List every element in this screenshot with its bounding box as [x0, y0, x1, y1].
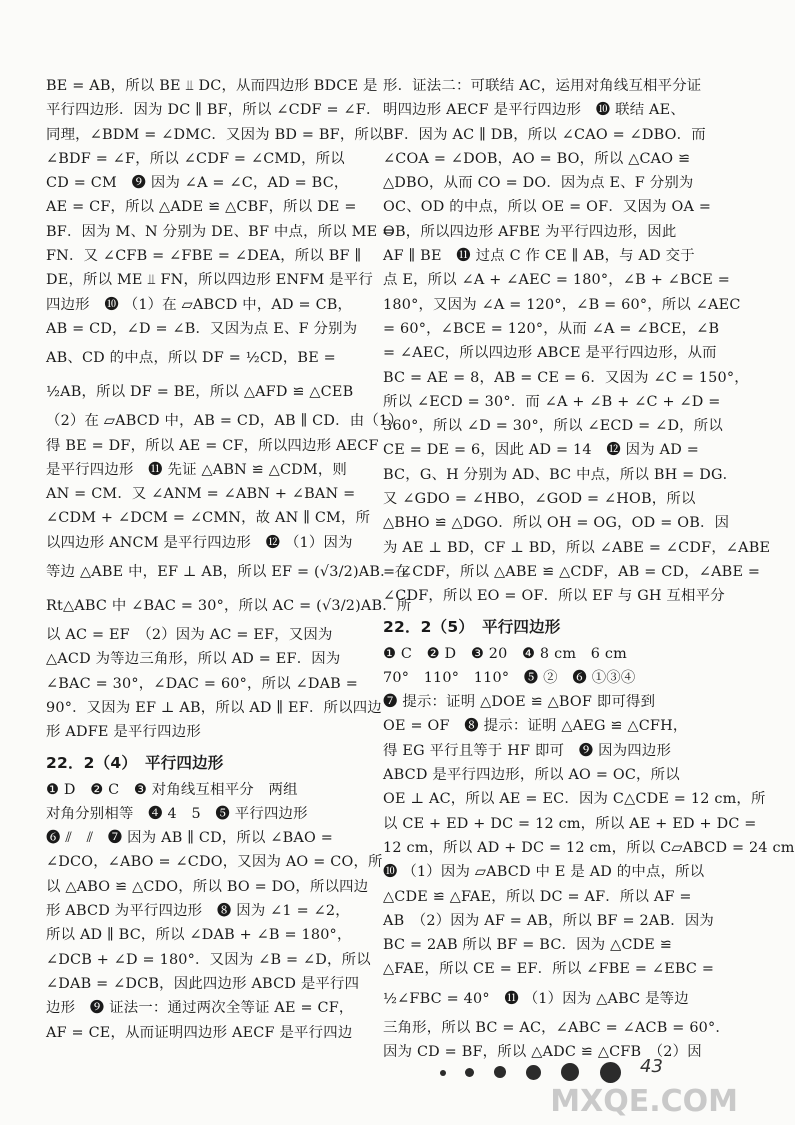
- text-line: 又 ∠GDO = ∠HBO，∠GOD = ∠HOB，所以: [383, 491, 696, 508]
- text-line: BE = AB，所以 BE ⫫ DC，从而四边形 BDCE 是: [46, 78, 378, 94]
- text-line: ∠COA = ∠DOB，AO = BO，所以 △CAO ≌: [383, 150, 691, 167]
- dot: [526, 1065, 541, 1080]
- text-line: AB = CD，∠D = ∠B．又因为点 E、F 分别为: [46, 320, 358, 337]
- text-line: = ∠CDF，所以 △ABE ≌ △CDF，AB = CD，∠ABE =: [383, 563, 761, 580]
- text-line: 形 ABCD 为平行四边形 ❽ 因为 ∠1 = ∠2，: [46, 903, 350, 920]
- text-line: 以 AC = EF （2）因为 AC = EF，又因为: [46, 627, 333, 644]
- dot: [494, 1066, 506, 1078]
- text-line: ∠CDF，所以 EO = OF．所以 EF 与 GH 互相平分: [383, 588, 725, 605]
- text-line: ABCD 是平行四边形，所以 AO = OC，所以: [383, 767, 680, 784]
- text-line: 以四边形 ANCM 是平行四边形 ⓬ （1）因为: [46, 534, 353, 551]
- text-line: 以 CE + ED + DC = 12 cm，所以 AE + ED + DC =: [383, 815, 757, 832]
- text-line: ∠DCB + ∠D = 180°．又因为 ∠B = ∠D，所以: [46, 951, 371, 968]
- text-line: 等边 △ABE 中，EF ⊥ AB，所以 EF = (√3/2)AB．在: [46, 564, 410, 581]
- text-line: 是平行四边形 ⓫ 先证 △ABN ≌ △CDM，则: [46, 461, 348, 478]
- text-line: 因为 CD = BF，所以 △ADC ≌ △CFB （2）因: [383, 1043, 702, 1060]
- text-line: 12 cm，所以 AD + DC = 12 cm，所以 C▱ABCD = 24 cm: [383, 839, 795, 856]
- text-line: 四边形 ❿ （1）在 ▱ABCD 中，AD = CB，: [46, 296, 353, 313]
- text-line: ❼ 提示：证明 △DOE ≌ △BOF 即可得到: [383, 694, 656, 711]
- text-line: ½∠FBC = 40° ⓫ （1）因为 △ABC 是等边: [383, 990, 689, 1007]
- right-column: [383, 74, 795, 1064]
- page-number: 43: [640, 1056, 663, 1077]
- text-line: ½AB，所以 DF = BE，所以 △AFD ≌ △CEB: [46, 384, 354, 401]
- text-line: △BHO ≌ △DGO．所以 OH = OG，OD = OB．因: [383, 515, 730, 532]
- text-line: OC、OD 的中点，所以 OE = OF．又因为 OA =: [383, 199, 712, 216]
- text-line: OE = OF ❽ 提示：证明 △AEG ≌ △CFH，: [383, 718, 688, 735]
- dot: [561, 1063, 579, 1081]
- text-line: CE = DE = 6，因此 AD = 14 ⓬ 因为 AD =: [383, 442, 699, 459]
- text-line: FN．又 ∠CFB = ∠FBE = ∠DEA，所以 BF ∥: [46, 248, 362, 265]
- text-line: AN = CM．又 ∠ANM = ∠ABN + ∠BAN =: [46, 486, 356, 503]
- text-line: △DBO，从而 CO = DO．因为点 E、F 分别为: [383, 175, 694, 192]
- text-line: ∠BDF = ∠F，所以 ∠CDF = ∠CMD，所以: [46, 150, 345, 167]
- text-line: 所以 AD ∥ BC，所以 ∠DAB + ∠B = 180°，: [46, 927, 352, 944]
- text-line: 形 ADFE 是平行四边形: [46, 724, 201, 741]
- text-line: 形．证法二：可联结 AC，运用对角线互相平分证: [383, 78, 702, 94]
- text-line: 对角分别相等 ❹ 4 5 ❺ 平行四边形: [46, 805, 308, 822]
- text-line: 90°．又因为 EF ⊥ AB，所以 AD ∥ EF．所以四边: [46, 699, 382, 716]
- text-line: 以 △ABO ≌ △CDO，所以 BO = DO，所以四边: [46, 878, 369, 895]
- text-line: 所以 ∠ECD = 30°．而 ∠A + ∠B + ∠C + ∠D =: [383, 393, 721, 410]
- text-line: BC = 2AB 所以 BF = BC．因为 △CDE ≌: [383, 937, 673, 954]
- text-line: = ∠AEC，所以四边形 ABCE 是平行四边形，从而: [383, 345, 717, 362]
- text-line: OB，所以四边形 AFBE 为平行四边形，因此: [383, 223, 677, 240]
- text-line: BF．因为 AC ∥ DB，所以 ∠CAO = ∠DBO．而: [383, 126, 706, 143]
- text-line: 平行四边形．因为 DC ∥ BF，所以 ∠CDF = ∠F．: [46, 102, 381, 119]
- text-line: 360°，所以 ∠D = 30°，所以 ∠ECD = ∠D，所以: [383, 418, 723, 435]
- text-line: △ACD 为等边三角形，所以 AD = EF．因为: [46, 651, 341, 668]
- text-line: （2）在 ▱ABCD 中，AB = CD，AB ∥ CD．由（1）: [46, 413, 403, 430]
- text-line: △CDE ≌ △FAE，所以 DC = AF．所以 AF =: [383, 888, 692, 905]
- dot: [465, 1068, 474, 1077]
- decorative-dots: [440, 1062, 640, 1084]
- text-line: AE = CF，所以 △ADE ≌ △CBF，所以 DE =: [46, 199, 357, 216]
- text-line: AB （2）因为 AF = AB，所以 BF = 2AB．因为: [383, 912, 715, 929]
- text-line: = 60°，∠BCE = 120°，从而 ∠A = ∠BCE，∠B: [383, 320, 720, 337]
- text-line: CD = CM ❾ 因为 ∠A = ∠C，AD = BC，: [46, 175, 349, 192]
- text-line: ❿ （1）因为 ▱ABCD 中 E 是 AD 的中点，所以: [383, 864, 705, 881]
- text-line: 70° 110° 110° ❺ ② ❻ ①③④: [383, 669, 636, 686]
- text-line: ∠DAB = ∠DCB，因此四边形 ABCD 是平行四: [46, 975, 360, 992]
- watermark-logo: MXQE.COM: [550, 1084, 738, 1119]
- text-line: 22．2（4） 平行四边形: [46, 753, 224, 772]
- text-line: 180°，又因为 ∠A = 120°，∠B = 60°，所以 ∠AEC: [383, 296, 741, 313]
- text-line: ❶ D ❷ C ❸ 对角线互相平分 两组: [46, 781, 298, 798]
- text-line: 得 BE = DF，所以 AE = CF，所以四边形 AECF: [46, 437, 379, 454]
- dot: [440, 1070, 446, 1076]
- text-line: 同理，∠BDM = ∠DMC．又因为 BD = BF，所以: [46, 126, 384, 143]
- text-line: 明四边形 AECF 是平行四边形 ❿ 联结 AE、: [383, 102, 685, 119]
- text-line: AF = CE，从而证明四边形 AECF 是平行四边: [46, 1024, 353, 1041]
- text-line: BC，G、H 分别为 AD、BC 中点，所以 BH = DG．: [383, 466, 738, 483]
- dot: [600, 1062, 621, 1083]
- text-line: Rt△ABC 中 ∠BAC = 30°，所以 AC = (√3/2)AB．所: [46, 598, 412, 615]
- text-line: 为 AE ⊥ BD，CF ⊥ BD，所以 ∠ABE = ∠CDF，∠ABE: [383, 539, 771, 556]
- text-line: 三角形，所以 BC = AC，∠ABC = ∠ACB = 60°．: [383, 1019, 731, 1036]
- text-line: AB、CD 的中点，所以 DF = ½CD，BE =: [46, 350, 336, 367]
- text-line: BF．因为 M、N 分别为 DE、BF 中点，所以 ME =: [46, 223, 395, 240]
- text-line: 22．2（5） 平行四边形: [383, 617, 561, 636]
- text-line: ∠CDM + ∠DCM = ∠CMN，故 AN ∥ CM，所: [46, 510, 371, 527]
- text-line: DE，所以 ME ⫫ FN，所以四边形 ENFM 是平行: [46, 272, 373, 289]
- text-line: 得 EG 平行且等于 HF 即可 ❾ 因为四边形: [383, 742, 672, 759]
- text-line: ❶ C ❷ D ❸ 20 ❹ 8 cm 6 cm: [383, 645, 627, 662]
- text-line: △FAE，所以 CE = EF．所以 ∠FBE = ∠EBC =: [383, 961, 715, 978]
- text-line: 边形 ❾ 证法一：通过两次全等证 AE = CF，: [46, 1000, 354, 1017]
- text-line: 点 E，所以 ∠A + ∠AEC = 180°，∠B + ∠BCE =: [383, 272, 730, 289]
- text-line: ∠BAC = 30°，∠DAC = 60°，所以 ∠DAB =: [46, 675, 358, 692]
- text-line: BC = AE = 8，AB = CE = 6．又因为 ∠C = 150°，: [383, 369, 749, 386]
- text-line: OE ⊥ AC，所以 AE = EC．因为 C△CDE = 12 cm，所: [383, 791, 766, 808]
- left-column: [46, 74, 412, 1045]
- text-line: AF ∥ BE ⓫ 过点 C 作 CE ∥ AB，与 AD 交于: [383, 248, 695, 265]
- text-line: ∠DCO，∠ABO = ∠CDO，又因为 AO = CO，所: [46, 854, 383, 871]
- text-line: ❻ ⫽ ⫽ ❼ 因为 AB ∥ CD，所以 ∠BAO =: [46, 830, 334, 847]
